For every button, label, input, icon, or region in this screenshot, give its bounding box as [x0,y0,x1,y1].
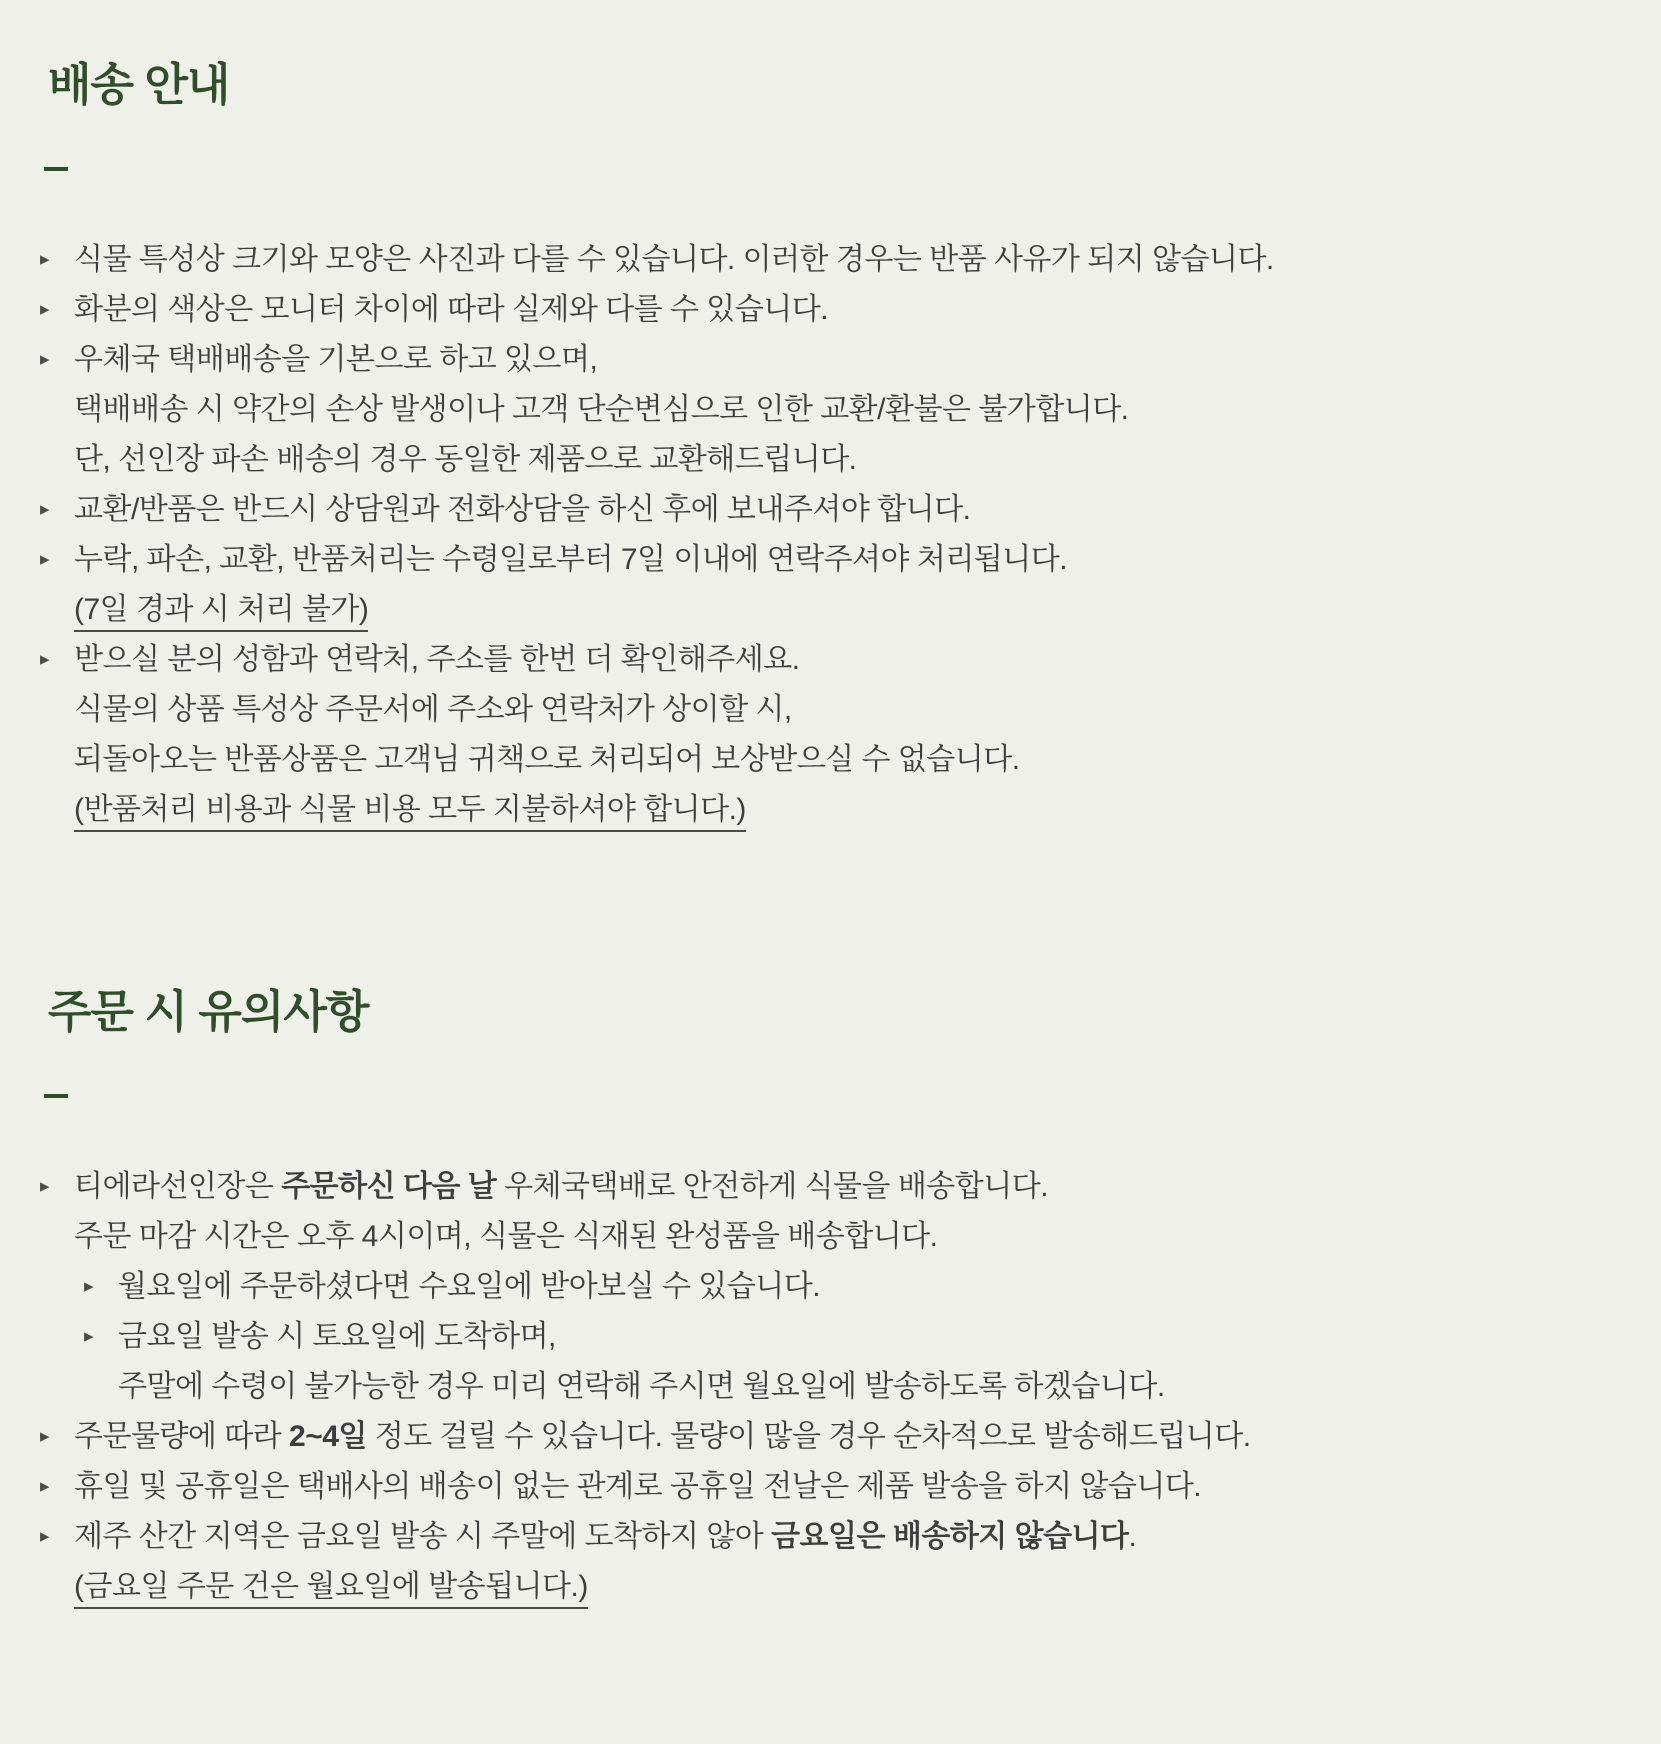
bullet-triangle-icon: ▸ [40,1426,50,1447]
text-line: 제주 산간 지역은 금요일 발송 시 주말에 도착하지 않아 금요일은 배송하지 않습니다. [74,1520,1137,1553]
text-line: 식물 특성상 크기와 모양은 사진과 다를 수 있습니다. 이러한 경우는 반품 사유가 되지 않습니다. [74,243,1274,276]
list-item [40,285,1621,335]
list-item-body [74,335,1621,485]
bullet-triangle-icon: ▸ [40,249,50,270]
bullet-triangle-icon: ▸ [40,649,50,670]
text-line: (금요일 주문 건은 월요일에 발송됩니다.) [74,1562,1621,1612]
text-line: 주말에 수령이 불가능한 경우 미리 연락해 주시면 월요일에 발송하도록 하겠습니다. [118,1370,1165,1403]
list-item [40,485,1621,535]
text-line: 우체국 택배배송을 기본으로 하고 있으며, [74,343,598,376]
text-line: 주문물량에 따라 2~4일 정도 걸릴 수 있습니다. 물량이 많을 경우 순차적으로 발송해드립니다. [74,1420,1251,1453]
bullet-triangle-icon: ▸ [40,1176,50,1197]
list-item [40,1162,1621,1412]
text-line: 택배배송 시 약간의 손상 발생이나 고객 단순변심으로 인한 교환/환불은 불가합니다. [74,393,1129,426]
text-line: 누락, 파손, 교환, 반품처리는 수령일로부터 7일 이내에 연락주셔야 처리됩니다. [74,543,1068,576]
list-item [40,635,1621,835]
bullet-triangle-icon: ▸ [40,299,50,320]
page-title: 배송 안내 [48,59,230,110]
list-item [40,235,1621,285]
text-line: 월요일에 주문하셨다면 수요일에 받아보실 수 있습니다. [118,1270,821,1303]
text-line: (반품처리 비용과 식물 비용 모두 지불하셔야 합니다.) [74,785,1621,835]
section-shipping-guide [40,58,1621,835]
text-line: 휴일 및 공휴일은 택배사의 배송이 없는 관계로 공휴일 전날은 제품 발송을 하지 않습니다. [74,1470,1202,1503]
bullet-triangle-icon: ▸ [84,1326,94,1347]
list-item-body [74,235,1621,285]
text-line: 화분의 색상은 모니터 차이에 따라 실제와 다를 수 있습니다. [74,293,829,326]
list-item [84,1312,1621,1412]
list-item-body [74,635,1621,835]
text-line: 되돌아오는 반품상품은 고객님 귀책으로 처리되어 보상받으실 수 없습니다. [74,743,1020,776]
text-line: 금요일 발송 시 토요일에 도착하며, [118,1320,556,1353]
bullet-triangle-icon: ▸ [40,1526,50,1547]
text-line: 주문 마감 시간은 오후 4시이며, 식물은 식재된 완성품을 배송합니다. [74,1220,938,1253]
list-item [40,1412,1621,1462]
list-item [40,1512,1621,1612]
text-line: (7일 경과 시 처리 불가) [74,585,1621,635]
list-item-body [118,1312,1621,1412]
bullet-triangle-icon: ▸ [40,349,50,370]
bullet-triangle-icon: ▸ [40,549,50,570]
notice-list [40,1162,1621,1612]
text-line: 단, 선인장 파손 배송의 경우 동일한 제품으로 교환해드립니다. [74,443,857,476]
list-item-body [74,1412,1621,1462]
list-item [40,535,1621,635]
list-item-body [118,1262,1621,1312]
text-line: 식물의 상품 특성상 주문서에 주소와 연락처가 상이할 시, [74,693,792,726]
list-item-body [74,1462,1621,1512]
list-item-body [74,1512,1621,1612]
list-item-body [74,485,1621,535]
bullet-triangle-icon: ▸ [40,499,50,520]
bullet-triangle-icon: ▸ [40,1476,50,1497]
text-line: 티에라선인장은 주문하신 다음 날 우체국택배로 안전하게 식물을 배송합니다. [74,1170,1049,1203]
page-title: 주문 시 유의사항 [48,986,369,1037]
section-divider [44,1094,68,1098]
list-item [40,1462,1621,1512]
sub-notice-list [84,1262,1621,1412]
list-item [40,335,1621,485]
text-line: 받으실 분의 성함과 연락처, 주소를 한번 더 확인해주세요. [74,643,800,676]
bullet-triangle-icon: ▸ [84,1276,94,1297]
list-item-body [74,1162,1621,1412]
text-line: 교환/반품은 반드시 상담원과 전화상담을 하신 후에 보내주셔야 합니다. [74,493,971,526]
list-item-body [74,535,1621,635]
section-divider [44,167,68,171]
notice-list [40,235,1621,835]
section-order-notes [40,985,1621,1612]
list-item [84,1262,1621,1312]
list-item-body [74,285,1621,335]
